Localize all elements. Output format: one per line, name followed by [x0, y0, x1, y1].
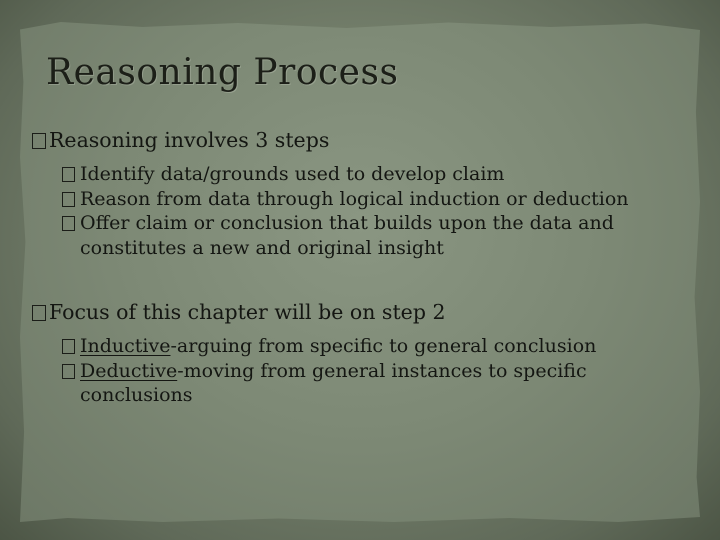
box-bullet-icon: [62, 339, 75, 354]
list-item: [32, 187, 692, 212]
term-inductive: Inductive: [80, 335, 171, 357]
box-bullet-icon: [62, 192, 75, 207]
definition-text: -moving from general instances to specific conclusions: [80, 359, 587, 406]
list-item-deductive: [32, 359, 692, 408]
box-bullet-icon: [62, 167, 75, 182]
slide-title: Reasoning Process: [46, 52, 399, 93]
term-deductive: Deductive: [80, 359, 178, 382]
slide-content: [32, 126, 692, 408]
section-heading-chapter-focus: [32, 298, 692, 326]
list-item-inductive: [32, 334, 692, 359]
list-item-text: Identify data/grounds used to develop claim: [80, 163, 505, 185]
section-heading-text: Reasoning involves 3 steps: [49, 128, 330, 152]
section-heading-text: Focus of this chapter will be on step 2: [49, 300, 446, 324]
box-bullet-icon: [32, 305, 46, 321]
box-bullet-icon: [32, 133, 46, 149]
list-item-text: Reason from data through logical induction or deduction: [80, 187, 629, 210]
list-item: [32, 211, 692, 260]
box-bullet-icon: [62, 216, 75, 231]
list-item-text: Offer claim or conclusion that builds upon the data and constitutes a new and original insight: [80, 212, 614, 259]
definition-text: -arguing from specific to general conclusion: [170, 335, 597, 357]
box-bullet-icon: [62, 364, 75, 379]
list-item: [32, 162, 692, 187]
section-heading-reasoning-steps: [32, 126, 692, 154]
